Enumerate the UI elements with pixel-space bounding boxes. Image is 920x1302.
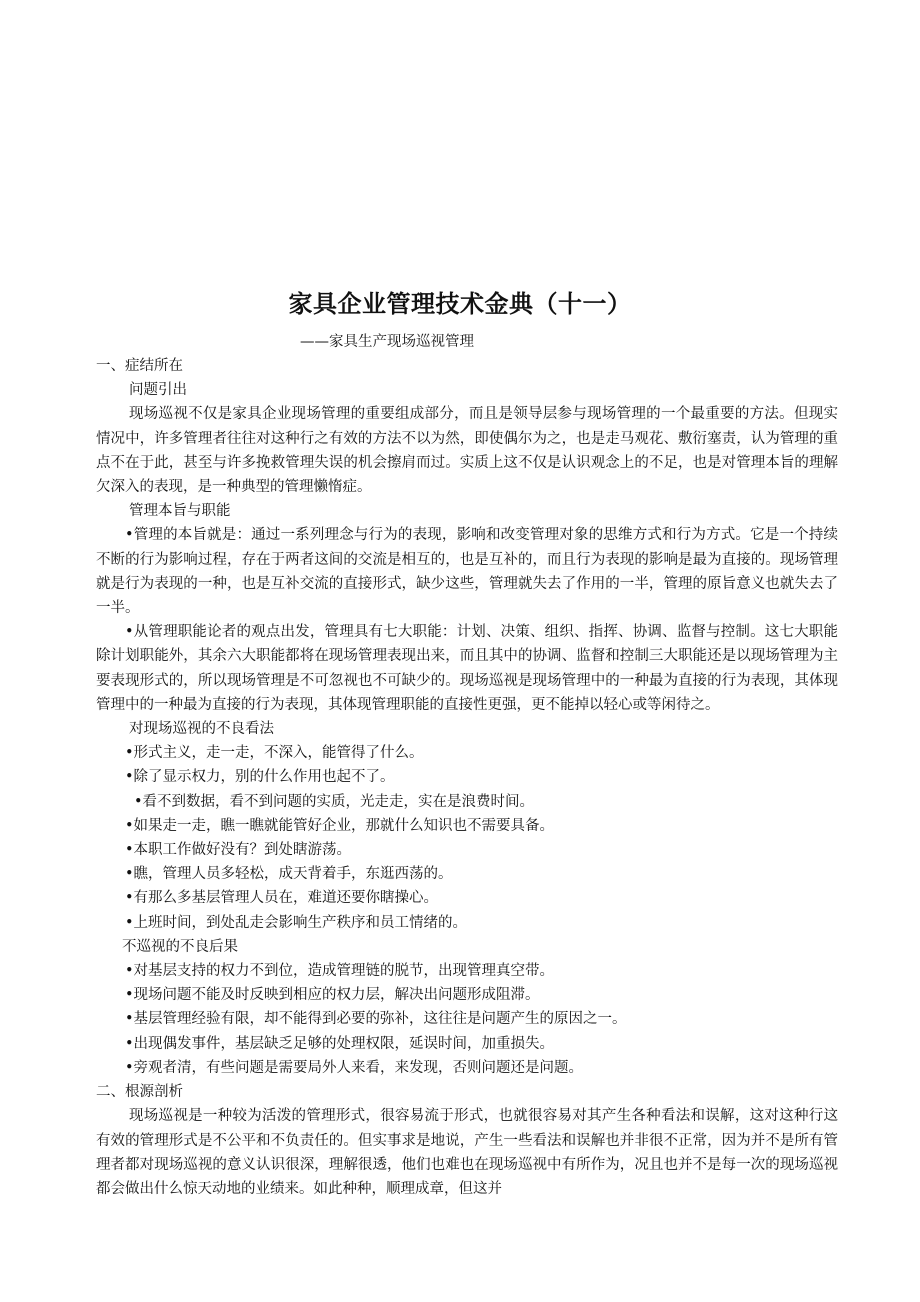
document-body <box>96 354 838 1201</box>
list-item: •旁观者清，有些问题是需要局外人来看，来发现，否则问题还是问题。 <box>125 1059 584 1076</box>
list-item: •瞧，管理人员多轻松，成天背着手，东逛西荡的。 <box>125 866 453 883</box>
list-item: •基层管理经验有限，却不能得到必要的弥补，这往往是问题产生的原因之一。 <box>125 1011 627 1028</box>
paragraph-root-cause: 现场巡视是一种较为活泼的管理形式，很容易流于形式，也就很容易对其产生各种看法和误解，这对这种行这有效的管理形式是不公平和不负责任的。但实事求是地说，产生一些看法和误解也并非很不正常，因为并不是所有管理者都对现场巡视的意义认识很深，理解很透，他们也难也在现场巡视中有所作为，况且也并不是每一次的现场巡视都会做出什么惊天动地的业绩来。如此种种，顺理成章，但这并 <box>96 1108 838 1197</box>
subheading-bad-views: 对现场巡视的不良看法 <box>129 721 274 738</box>
paragraph-management-purpose: •管理的本旨就是：通过一系列理念与行为的表现，影响和改变管理对象的思维方式和行为方式。它是一个持续不断的行为影响过程，存在于两者这间的交流是相互的，也是互补的，而且行为表现的影响是最为直接的。现场管理就是行为表现的一种，也是互补交流的直接形式，缺少这些，管理就失去了作用的一半，管理的原旨意义也就失去了一半。 <box>96 527 838 617</box>
list-item: •如果走一走，瞧一瞧就能管好企业，那就什么知识也不需要具备。 <box>125 817 555 834</box>
list-item: •形式主义，走一走，不深入，能管得了什么。 <box>125 745 424 762</box>
list-item: •本职工作做好没有？到处瞎游荡。 <box>125 842 352 859</box>
list-item: •看不到数据，看不到问题的实质，光走走，实在是浪费时间。 <box>134 793 535 810</box>
subheading-management-purpose: 管理本旨与职能 <box>129 503 231 520</box>
document-title: 家具企业管理技术金典（十一） <box>288 289 632 318</box>
list-item: •对基层支持的权力不到位，造成管理链的脱节，出现管理真空带。 <box>125 963 555 980</box>
subheading-problem: 问题引出 <box>129 382 187 399</box>
section-heading-root-cause: 二、根源剖析 <box>96 1084 183 1101</box>
section-heading-symptoms: 一、症结所在 <box>96 358 183 374</box>
list-item: •出现偶发事件，基层缺乏足够的处理权限，延误时间，加重损失。 <box>125 1035 555 1052</box>
document-subtitle: ——家具生产现场巡视管理 <box>300 334 474 350</box>
list-item: •上班时间，到处乱走会影响生产秩序和员工情绪的。 <box>125 914 468 931</box>
subheading-consequences: 不巡视的不良后果 <box>122 938 238 955</box>
paragraph-management-functions: •从管理职能论者的观点出发，管理具有七大职能：计划、决策、组织、指挥、协调、监督与控制。这七大职能除计划职能外，其余六大职能都将在现场管理表现出来，而且其中的协调、监督和控制三大职能还是以现场管理为主要表现形式的，所以现场管理是不可忽视也不可缺少的。现场巡视是现场管理中的一种最为直接的行为表现，其体现管理中的一种最为直接的行为表现，其体现管理职能的直接性更强，更不能掉以轻心或等闲待之。 <box>96 624 838 713</box>
paragraph-problem: 现场巡视不仅是家具企业现场管理的重要组成部分，而且是领导层参与现场管理的一个最重要的方法。但现实情况中，许多管理者往往对这种行之有效的方法不以为然，即使偶尔为之，也是走马观花、敷衍塞责，认为管理的重点不在于此，甚至与许多挽救管理失误的机会擦肩而过。实质上这不仅是认识观念上的不足，也是对管理本旨的理解欠深入的表现，是一种典型的管理懒惰症。 <box>96 406 838 496</box>
list-item: •除了显示权力，别的什么作用也起不了。 <box>125 769 395 786</box>
list-item: •现场问题不能及时反映到相应的权力层，解决出问题形成阻滞。 <box>125 987 540 1004</box>
list-item: •有那么多基层管理人员在，难道还要你瞎操心。 <box>125 890 439 907</box>
